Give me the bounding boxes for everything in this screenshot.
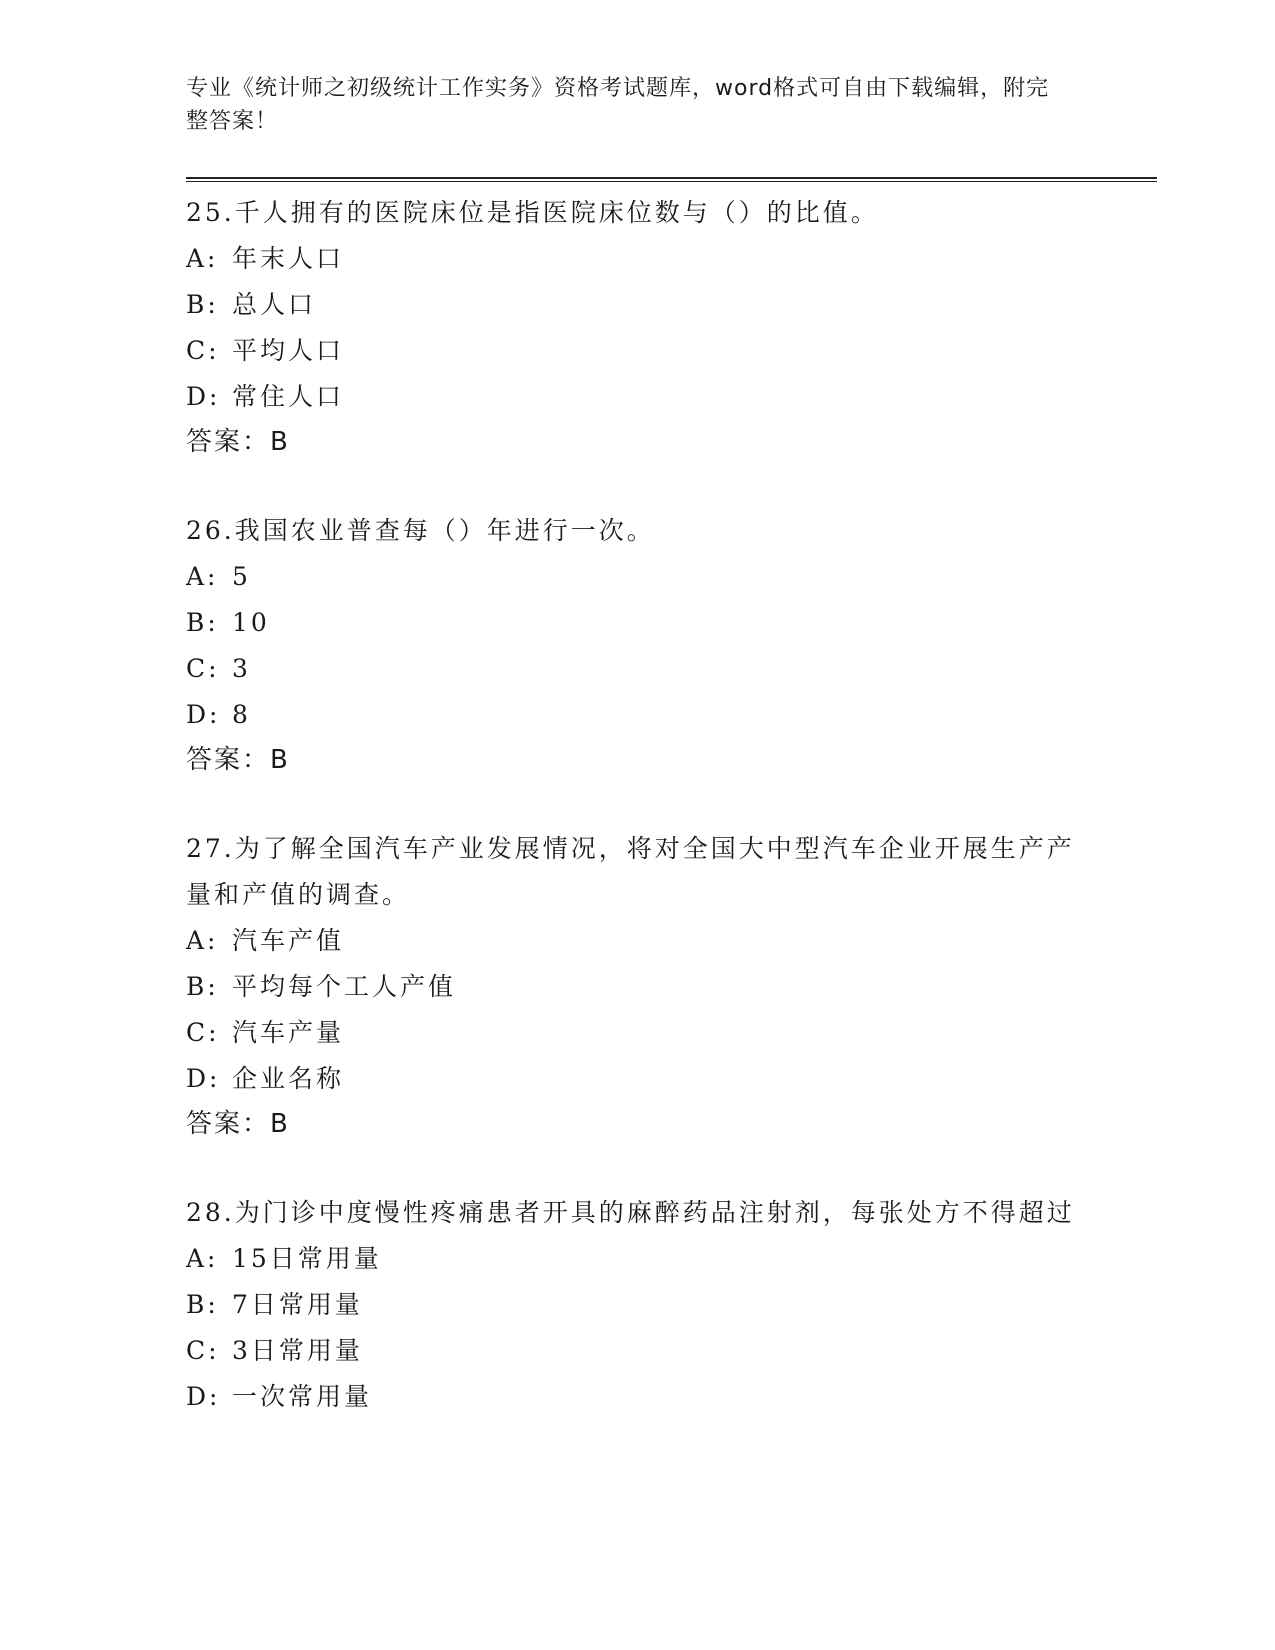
question-26 <box>186 508 1086 782</box>
question-25 <box>186 190 1086 464</box>
option-letter: B: <box>186 1290 219 1319</box>
option-b <box>186 964 1086 1010</box>
option-b <box>186 600 1086 646</box>
option-letter: C: <box>186 1018 220 1047</box>
option-text: 平均人口 <box>232 336 345 365</box>
option-letter: A: <box>186 562 219 591</box>
document-header: 专业《统计师之初级统计工作实务》资格考试题库，word格式可自由下载编辑，附完整答案！ <box>186 76 1050 134</box>
answer-text: 答案：B <box>186 427 290 457</box>
option-text: 常住人口 <box>232 382 345 411</box>
option-d <box>186 374 1086 420</box>
option-text: 7日常用量 <box>232 1290 363 1319</box>
option-text: 10 <box>232 608 270 637</box>
answer-text: 答案：B <box>186 745 290 775</box>
option-text: 年末人口 <box>232 244 345 273</box>
question-stem: 27.为了解全国汽车产业发展情况，将对全国大中型汽车企业开展生产产量和产值的调查。 <box>186 834 1075 909</box>
option-letter: C: <box>186 654 220 683</box>
option-text: 企业名称 <box>232 1064 345 1093</box>
option-letter: A: <box>186 926 219 955</box>
option-letter: D: <box>186 700 221 729</box>
option-letter: D: <box>186 382 221 411</box>
header-divider <box>186 177 1157 182</box>
option-text: 15日常用量 <box>232 1244 382 1273</box>
option-a <box>186 554 1086 600</box>
option-text: 总人口 <box>232 290 317 319</box>
option-text: 平均每个工人产值 <box>232 972 457 1001</box>
option-d <box>186 692 1086 738</box>
option-text: 3 <box>232 654 251 683</box>
option-letter: D: <box>186 1382 221 1411</box>
option-b <box>186 1282 1086 1328</box>
option-text: 汽车产值 <box>232 926 345 955</box>
answer-text: 答案：B <box>186 1109 290 1139</box>
question-stem: 26.我国农业普查每（）年进行一次。 <box>186 516 655 545</box>
option-c <box>186 646 1086 692</box>
option-b <box>186 282 1086 328</box>
option-a <box>186 236 1086 282</box>
option-letter: B: <box>186 290 219 319</box>
question-stem: 28.为门诊中度慢性疼痛患者开具的麻醉药品注射剂，每张处方不得超过 <box>186 1198 1075 1227</box>
option-letter: B: <box>186 972 219 1001</box>
option-a <box>186 918 1086 964</box>
option-text: 5 <box>232 562 251 591</box>
option-c <box>186 1328 1086 1374</box>
option-text: 汽车产量 <box>232 1018 345 1047</box>
option-text: 3日常用量 <box>232 1336 363 1365</box>
question-list <box>186 190 1086 1464</box>
option-letter: A: <box>186 244 219 273</box>
option-d <box>186 1374 1086 1420</box>
option-a <box>186 1236 1086 1282</box>
question-28 <box>186 1190 1086 1420</box>
option-c <box>186 1010 1086 1056</box>
option-text: 一次常用量 <box>232 1382 373 1411</box>
option-letter: B: <box>186 608 219 637</box>
option-letter: C: <box>186 336 220 365</box>
option-text: 8 <box>232 700 251 729</box>
option-d <box>186 1056 1086 1102</box>
question-stem: 25.千人拥有的医院床位是指医院床位数与（）的比值。 <box>186 198 879 227</box>
option-letter: C: <box>186 1336 220 1365</box>
option-c <box>186 328 1086 374</box>
option-letter: A: <box>186 1244 219 1273</box>
question-27 <box>186 826 1086 1146</box>
option-letter: D: <box>186 1064 221 1093</box>
